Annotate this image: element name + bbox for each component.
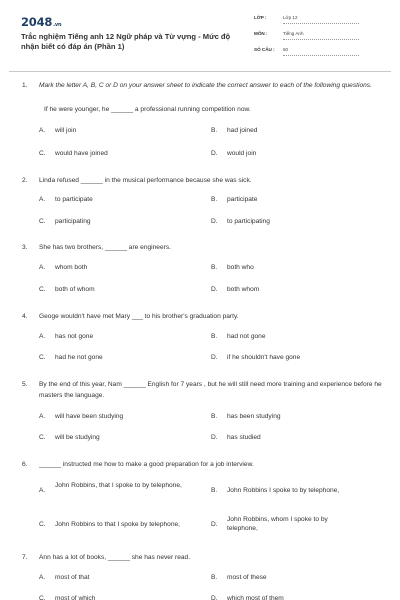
option-text: has been studying bbox=[227, 413, 281, 420]
option-letter: C. bbox=[39, 354, 46, 361]
option-letter: A. bbox=[39, 264, 46, 271]
option-text: John Robbins I spoke to by telephone, bbox=[227, 487, 340, 494]
option-text: will be studying bbox=[55, 434, 100, 441]
option-text: participate bbox=[227, 196, 258, 203]
option-text: will join bbox=[55, 127, 77, 134]
option-letter: A. bbox=[39, 487, 46, 494]
option-letter: B. bbox=[211, 574, 218, 581]
question-7-text: Ann has a lot of books, ______ she has never read. bbox=[39, 554, 191, 561]
option-text: to participating bbox=[227, 218, 270, 225]
option-letter: D. bbox=[211, 354, 218, 361]
option-text: which most of them bbox=[227, 595, 284, 600]
option-text: John Robbins to that I spoke by telephone, bbox=[55, 521, 181, 528]
meta-count-value: 50 bbox=[283, 47, 289, 52]
question-7-number: 7. bbox=[22, 554, 28, 561]
option-text: had joined bbox=[227, 127, 258, 134]
option-letter: B. bbox=[211, 196, 218, 203]
option-text: most of that bbox=[55, 574, 90, 581]
question-1-text: If he were younger, he ______ a professional running competition now. bbox=[44, 106, 251, 113]
question-2-number: 2. bbox=[22, 177, 28, 184]
option-text: to participate bbox=[55, 196, 93, 203]
option-text: both whom bbox=[227, 286, 260, 293]
header-divider bbox=[9, 71, 391, 72]
option-letter: B. bbox=[211, 333, 218, 340]
option-letter: D. bbox=[211, 434, 218, 441]
option-text: most of these bbox=[227, 574, 267, 581]
option-letter: C. bbox=[39, 286, 46, 293]
logo-suffix: .vn bbox=[53, 22, 62, 28]
option-letter: A. bbox=[39, 333, 46, 340]
meta-class-value: Lớp 12 bbox=[283, 15, 298, 20]
document-title: Trắc nghiệm Tiếng anh 12 Ngữ pháp và Từ vựng - Mức độ nhận biết có đáp án (Phần 1) bbox=[21, 32, 231, 51]
option-text: both who bbox=[227, 264, 254, 271]
meta-class-underline bbox=[283, 23, 359, 24]
option-letter: C. bbox=[39, 521, 46, 528]
option-letter: B. bbox=[211, 487, 218, 494]
option-letter: B. bbox=[211, 413, 218, 420]
question-1-number: 1. bbox=[22, 82, 28, 89]
question-3-number: 3. bbox=[22, 244, 28, 251]
option-text: will have been studying bbox=[55, 413, 124, 420]
option-text: if he shouldn't have gone bbox=[227, 354, 301, 361]
meta-subject-value: Tiếng Anh bbox=[283, 31, 304, 36]
option-letter: A. bbox=[39, 574, 46, 581]
option-text: has studied bbox=[227, 434, 261, 441]
meta-count-label: SỐ CÂU : bbox=[254, 47, 275, 52]
question-4-text: Geoge wouldn't have met Mary ___ to his brother's graduation party. bbox=[39, 313, 239, 320]
option-letter: A. bbox=[39, 196, 46, 203]
option-letter: B. bbox=[211, 127, 218, 134]
question-6-number: 6. bbox=[22, 461, 28, 468]
option-text: has not gone bbox=[55, 333, 94, 340]
option-text: whom both bbox=[55, 264, 88, 271]
option-letter: D. bbox=[211, 521, 218, 528]
option-text: both of whom bbox=[55, 286, 95, 293]
logo-text: 2048 bbox=[21, 15, 53, 29]
option-letter: C. bbox=[39, 150, 46, 157]
meta-class-label: LỚP : bbox=[254, 15, 267, 20]
question-6-text: ______ instructed me how to make a good preparation for a job interview. bbox=[39, 461, 254, 468]
meta-subject-label: MÔN : bbox=[254, 31, 268, 36]
option-text: would have joined bbox=[55, 150, 108, 157]
option-text: participating bbox=[55, 218, 91, 225]
question-3-text: She has two brothers, ______ are engineers. bbox=[39, 244, 171, 251]
option-letter: D. bbox=[211, 150, 218, 157]
option-text: John Robbins, whom I spoke to by telephone, bbox=[227, 516, 328, 532]
option-letter: D. bbox=[211, 595, 218, 600]
question-1-instruction: Mark the letter A, B, C or D on your answer sheet to indicate the correct answer to each of the following questions. bbox=[39, 82, 372, 89]
option-letter: D. bbox=[211, 286, 218, 293]
option-text: most of which bbox=[55, 595, 96, 600]
meta-count-underline bbox=[283, 55, 359, 56]
option-letter: B. bbox=[211, 264, 218, 271]
option-text: John Robbins, that I spoke to by telephone, bbox=[55, 482, 182, 489]
option-letter: A. bbox=[39, 413, 46, 420]
question-5-number: 5. bbox=[22, 381, 28, 388]
option-text: had he not gone bbox=[55, 354, 103, 361]
option-letter: C. bbox=[39, 434, 46, 441]
option-text: had not gone bbox=[227, 333, 266, 340]
page-header bbox=[0, 0, 400, 70]
question-2-text: Linda refused ______ in the musical performance because she was sick. bbox=[39, 177, 252, 184]
site-logo[interactable] bbox=[21, 15, 61, 29]
option-text: would join bbox=[227, 150, 257, 157]
question-5-text: By the end of this year, Nam ______ English for 7 years , but he will still need more training and experience before he masters the language. bbox=[39, 381, 382, 399]
question-4-number: 4. bbox=[22, 313, 28, 320]
option-letter: C. bbox=[39, 218, 46, 225]
meta-subject-underline bbox=[283, 39, 359, 40]
option-letter: C. bbox=[39, 595, 46, 600]
option-letter: D. bbox=[211, 218, 218, 225]
option-letter: A. bbox=[39, 127, 46, 134]
